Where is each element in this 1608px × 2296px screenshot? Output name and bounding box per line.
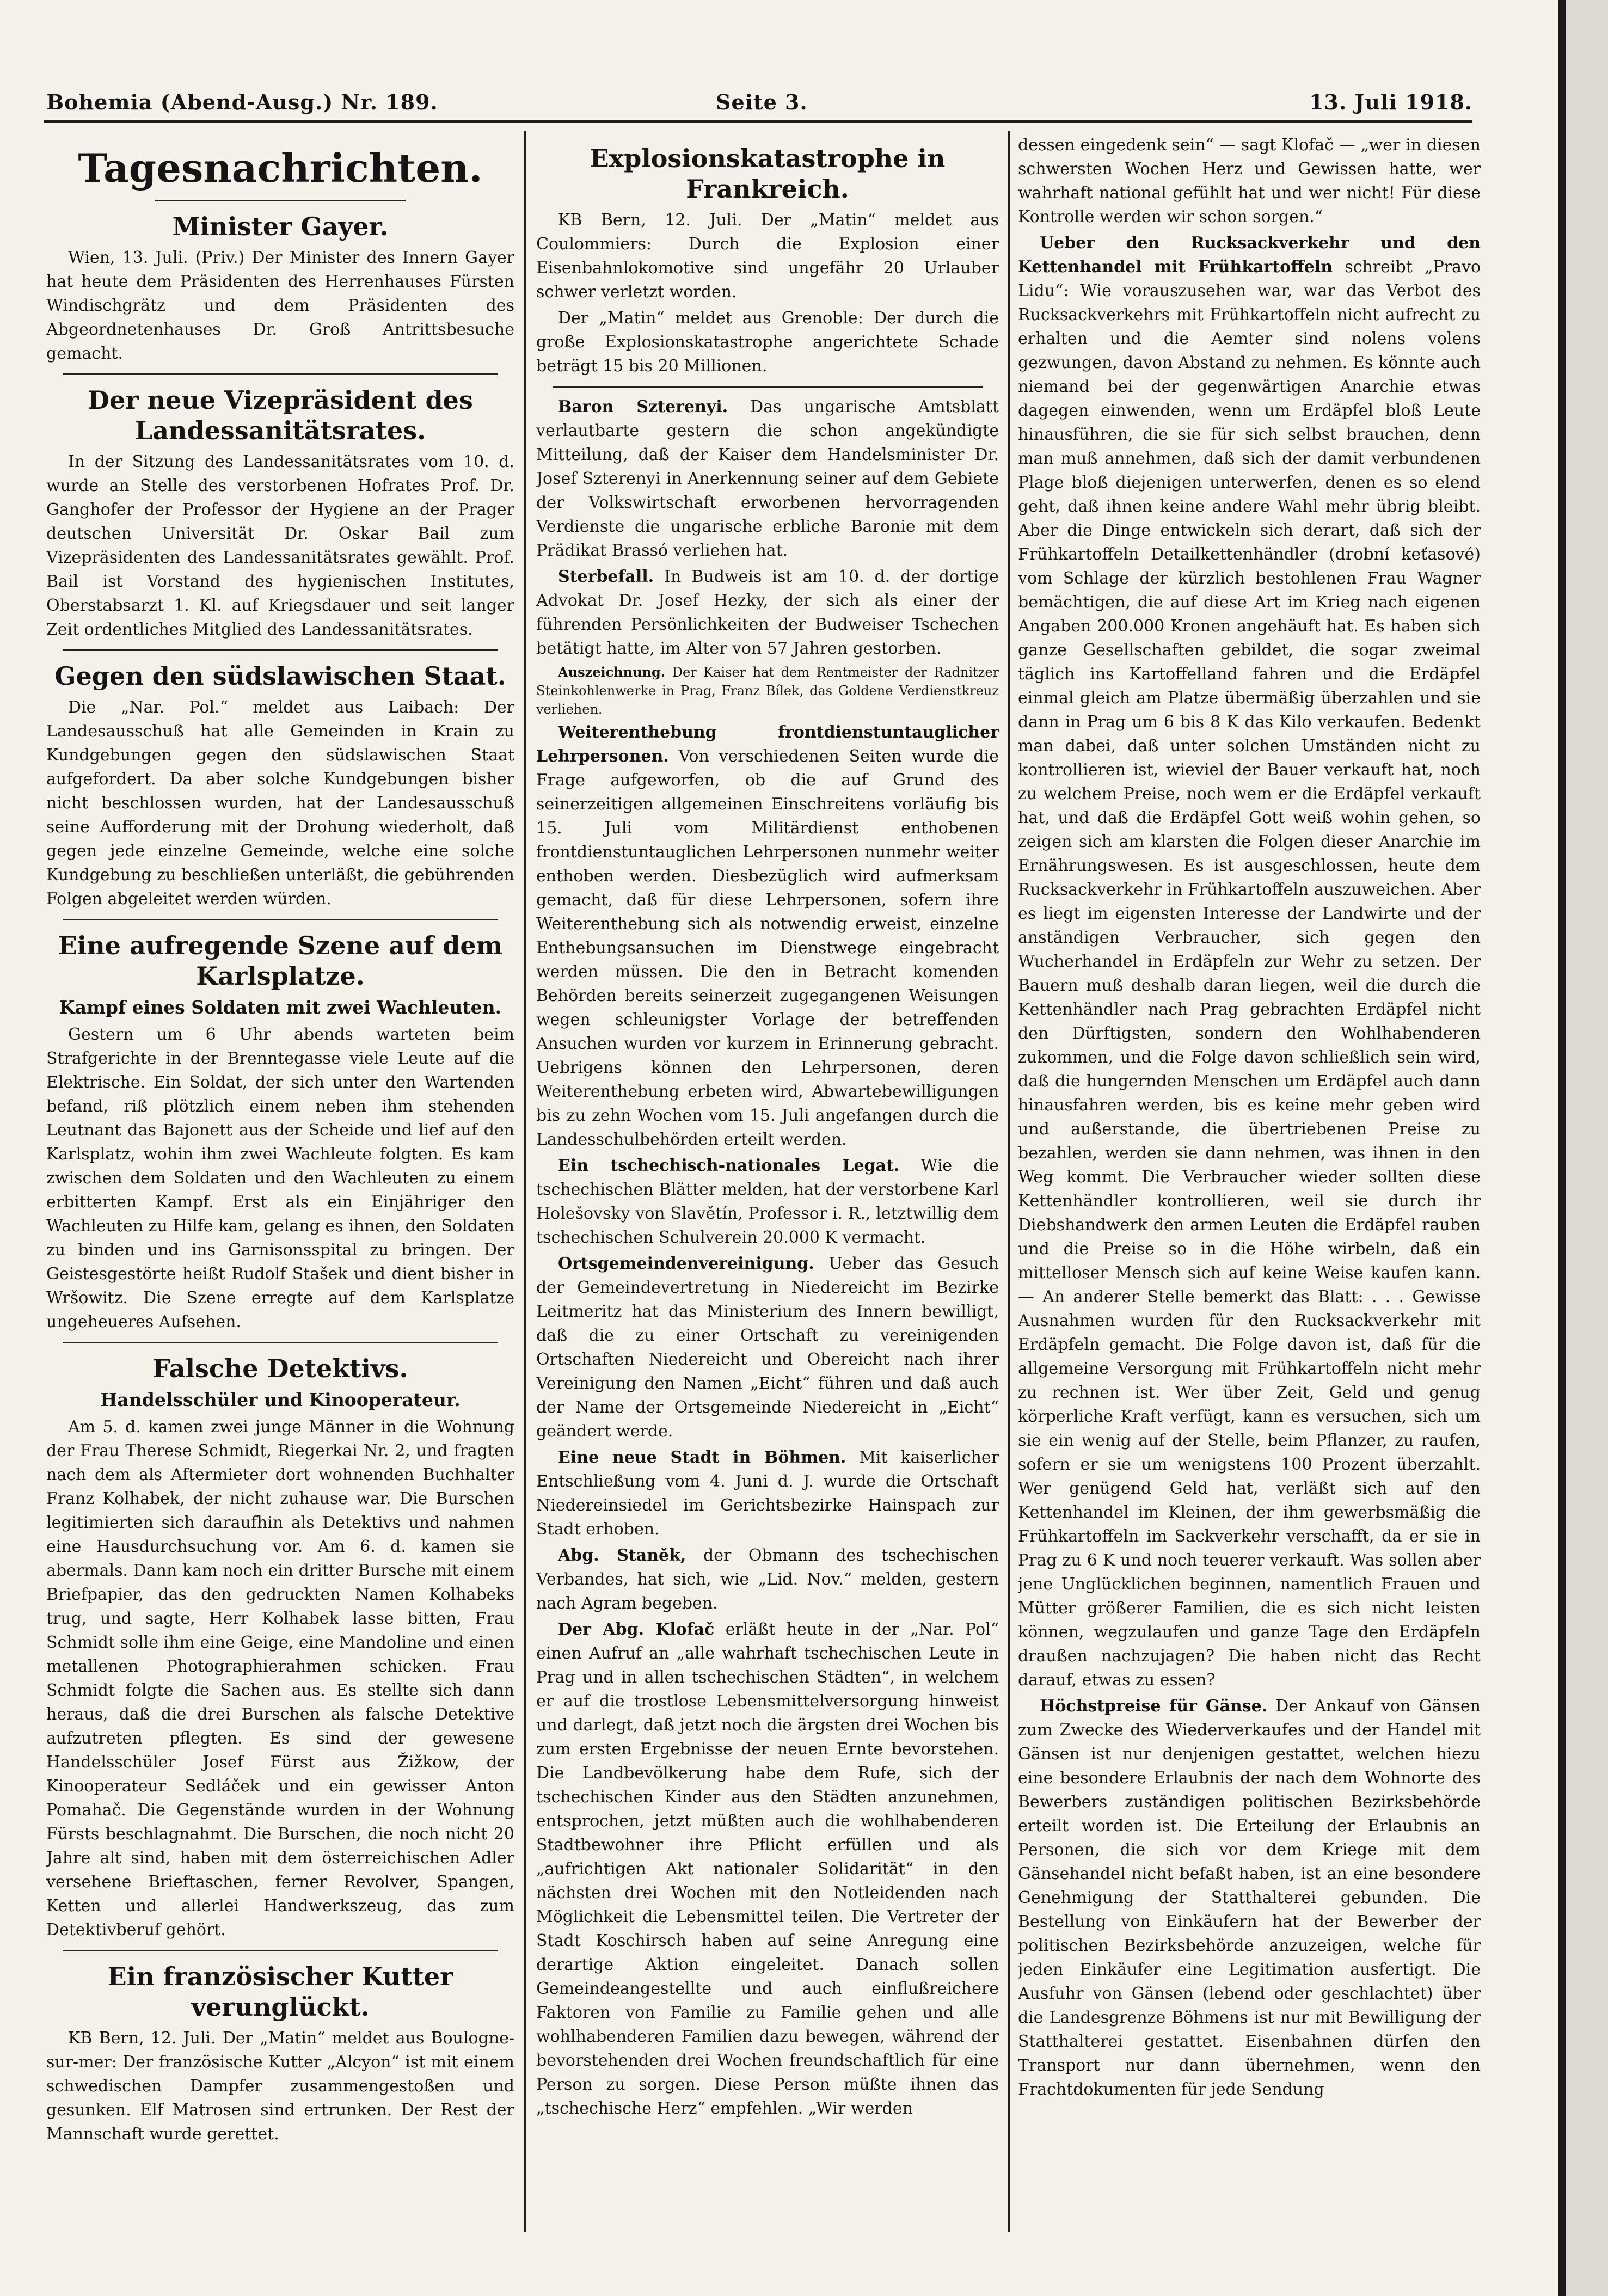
article-lead: Höchstpreise für Gänse.	[1040, 1697, 1268, 1716]
article-paragraph: Von verschiedenen Seiten wurde die Frage aufgeworfen, ob die auf Grund des seinerzeitigen allgemeinen Einschreitens vorläufig bis 15. Juli vom Militärdienst enthobenen frontdienstuntauglichen Lehrpersonen nunmehr weiter enthoben werden. Diesbezüglich wird aufmerksam gemacht, daß für diese Lehrpersonen, sofern ihre Weiterenthebung sich als notwendig erweist, einzelne Enthebungsansuchen im Dienstwege eingebracht werden müssen. Die den in Betracht komenden Behörden bereits seinerzeit zugegangenen Weisungen wegen schleunigster Vorlage der betreffenden Ansuchen wurden vor kurzem in Erinnerung gebracht. Uebrigens können den Lehrpersonen, deren Weiterenthebung erbeten wird, Abwartebewilligungen bis zu zehn Wochen vom 15. Juli angefangen durch die Landesschulbehörden erteilt werden.	[536, 747, 999, 1149]
article-paragraph: In Budweis ist am 10. d. der dortige Advokat Dr. Josef Hezky, der sich als einer der führenden Persönlichkeiten der Budweiser Tschechen betätigt hatte, im Alter von 57 Jahren gestorben.	[536, 567, 999, 658]
column-2	[536, 133, 999, 2229]
article-lead: Sterbefall.	[558, 567, 654, 586]
divider	[63, 1950, 498, 1951]
article-paragraph: Ueber das Gesuch der Gemeindevertretung in Niedereicht im Bezirke Leitmeritz hat das Ministerium des Innern bewilligt, daß die zu einer Ortschaft zu vereinigenden Ortschaften Niedereicht und Obereicht nach ihrer Vereinigung den Namen „Eicht“ führen und daß auch der Name der Ortsgemeinde Niedereicht in „Eicht“ geändert werde.	[536, 1254, 999, 1441]
article-paragraph: Der Ankauf von Gänsen zum Zwecke des Wiederverkaufes und der Handel mit Gänsen ist nur denjenigen gestattet, welchen hiezu eine besondere Erlaubnis der nach dem Wohnorte des Bewerbers zuständigen politischen Bezirksbehörde erteilt worden ist. Die Erteilung der Erlaubnis an Personen, die sich vor dem Kriege mit dem Gänsehandel nicht befaßt haben, ist an eine besondere Genehmigung der Statthalterei gebunden. Die Bestellung von Einkäufern hat der Bewerber der politischen Bezirksbehörde anzuzeigen, welche für jeden Einkäufer eine Legitimation ausfertigt. Die Ausfuhr von Gänsen (lebend oder geschlachtet) über die Landesgrenze Böhmens ist nur mit Bewilligung der Statthalterei gestattet. Eisenbahnen dürfen den Transport nur dann übernehmen, wenn den Frachtdokumenten für jede Sendung	[1018, 1697, 1481, 2099]
article-lead: Weiterenthebung frontdienstuntauglicher Lehrpersonen.	[536, 723, 999, 766]
article-paragraph: der Obmann des tschechischen Verbandes, hat sich, wie „Lid. Nov.“ melden, gestern nach Agram begeben.	[536, 1546, 999, 1613]
article-paragraph: Wie die tschechischen Blätter melden, hat der verstorbene Karl Holešovsky von Slavětín, Professor i. R., letztwillig dem tschechischen Schulverein 20.000 K vermacht.	[536, 1156, 999, 1247]
article-heading: Falsche Detektivs.	[152, 1354, 408, 1383]
article-lead: Der Abg. Klofač	[558, 1620, 715, 1639]
article-heading: Ein französischer Kutter verunglückt.	[107, 1962, 453, 2022]
masthead-publication: Bohemia (Abend-Ausg.) Nr. 189.	[46, 90, 438, 114]
masthead	[46, 84, 1472, 117]
article-paragraph: KB Bern, 12. Juli. Der „Matin“ meldet aus Coulommiers: Durch die Explosion einer Eisenbahnlokomotive sind ungefähr 20 Urlauber schwer verletzt worden.	[536, 211, 999, 302]
article-lead: Ortsgemeindenvereinigung.	[558, 1254, 814, 1273]
divider	[63, 649, 498, 651]
divider	[63, 1342, 498, 1343]
article-paragraph: Wien, 13. Juli. (Priv.) Der Minister des Innern Gayer hat heute dem Präsidenten des Herrenhauses Fürsten Windischgrätz und dem Präsidenten des Abgeordnetenhauses Dr. Groß Antrittsbesuche gemacht.	[46, 248, 514, 363]
article-heading: Der neue Vizepräsident des Landessanitätsrates.	[88, 385, 473, 445]
article-paragraph: KB Bern, 12. Juli. Der „Matin“ meldet aus Boulogne-sur-mer: Der französische Kutter „Alcyon“ ist mit einem schwedischen Dampfer zusammengestoßen und gesunken. Elf Matrosen sind ertrunken. Der Rest der Mannschaft wurde gerettet.	[46, 2029, 514, 2144]
article-heading: Explosionskatastrophe in Frankreich.	[590, 144, 946, 204]
article-paragraph: Der Kaiser hat dem Rentmeister der Radnitzer Steinkohlenwerke in Prag, Franz Bílek, das Goldene Verdienstkreuz verliehen.	[536, 665, 999, 717]
article-heading: Eine aufregende Szene auf dem Karlsplatze.	[58, 931, 503, 991]
article-heading: Gegen den südslawischen Staat.	[54, 661, 506, 691]
divider	[155, 200, 406, 201]
article-paragraph: Gestern um 6 Uhr abends warteten beim Strafgerichte in der Brenntegasse viele Leute auf die Elektrische. Ein Soldat, der sich unter den Wartenden befand, riß plötzlich einem neben ihm stehenden Leutnant das Bajonett aus der Scheide und lief auf den Karlsplatz, wohin ihm zwei Wachleute folgten. Es kam zwischen dem Soldaten und den Wachleuten zu einem erbitterten Kampf. Erst als ein Einjähriger den Wachleuten zu Hilfe kam, gelang es ihnen, den Soldaten zu binden und ins Garnisonsspital zu bringen. Der Geistesgestörte heißt Rudolf Stašek und dient bisher in Wršowitz. Die Szene erregte auf dem Karlsplatze ungeheueres Aufsehen.	[46, 1025, 514, 1331]
article-paragraph: Mit kaiserlicher Entschließung vom 4. Juni d. J. wurde die Ortschaft Niedereinsiedel im Gerichtsbezirke Hainspach zur Stadt erhoben.	[536, 1448, 999, 1539]
column-1	[46, 133, 514, 2229]
article-heading: Minister Gayer.	[172, 212, 389, 241]
article-lead: Eine neue Stadt in Böhmen.	[558, 1448, 846, 1467]
column-divider-2	[1008, 131, 1010, 2232]
article-subheading: Handelsschüler und Kinooperateur.	[100, 1389, 461, 1410]
article-lead: Baron Szterenyi.	[558, 397, 728, 416]
page-edge	[1558, 0, 1608, 2296]
masthead-page-number: Seite 3.	[716, 90, 808, 114]
article-paragraph: schreibt „Pravo Lidu“: Wie vorauszusehen war, war das Verbot des Rucksackverkehrs mit Frühkartoffeln nicht aufrecht zu erhalten und die Aemter sind nolens volens gezwungen, davon Abstand zu nehmen. Es könnte auch niemand bei der gegenwärtigen Anarchie etwas dagegen einwenden, wenn um Erdäpfel bloß Leute hinausführen, die sie für sich selbst brauchen, denn man muß annehmen, daß sich der damit verbundenen Plage bloß diejenigen unterwerfen, denen es so elend geht, daß ihnen keine andere Wahl mehr übrig bleibt. Aber die Dinge entwickeln sich derart, daß sich der Frühkartoffeln Detailkettenhändler (drobní keťasové) vom Schlage der kürzlich bestohlenen Frau Wagner bemächtigen, die auf diese Art im Krieg nach eigenen Angaben 200.000 Kronen angehäuft hat. Es haben sich ganze Gesellschaften gebildet, die sogar zweimal täglich ins Kartoffelland fahren und die Erdäpfel einmal gleich am Platze übermäßig überzahlen und sie dann in Prag um 6 bis 8 K das Kilo verkaufen. Bedenkt man dabei, daß unter solchen Umständen nicht zu kontrollieren ist, wieviel der Bauer verkauft hat, noch zu welchem Preise, noch wem er die Erdäpfel verkauft hat, und daß die Erdäpfel Gott weiß wohin gehen, so zeigen sich am klarsten die Folgen dieser Anarchie im Ernährungswesen. Es ist ausgeschlossen, heute dem Rucksackverkehr in Frühkartoffeln auszuweichen. Aber es liegt im eigensten Interesse der Landwirte und der anständigen Verbraucher, sich gegen den Wucherhandel in Erdäpfeln zur Wehr zu setzen. Der Bauern muß deshalb daran liegen, weil die durch die Kettenhändler nach Prag gebrachten Erdäpfel nicht den Dürftigsten, sondern den Wohlhabenderen zukommen, und die Folge davon schließlich sein wird, daß die hungernden Menschen um Erdäpfel auch dann hinausfahren werden, bis es keine mehr geben wird und außerstande, die übertriebenen Preise zu bezahlen, werden sie dann nehmen, was ihnen in den Weg kommt. Die Verbraucher wieder sollten diese Kettenhändler kontrollieren, weil sie durch ihr Diebshandwerk den armen Leuten die Erdäpfel rauben und die Preise so in die Höhe wirbeln, daß ein mittelloser Mensch sich auf keine Weise kaufen kann. — An anderer Stelle bemerkt das Blatt: . . . Gewisse Ausnahmen wurden für den Rucksackverkehr mit Erdäpfeln gemacht. Die Folge davon ist, daß für die allgemeine Versorgung mit Frühkartoffeln nicht mehr zu rechnen ist. Wer über Zeit, Geld und genug körperliche Kraft verfügt, kann es versuchen, sich um sie ein wenig auf der Stelle, beim Pflanzer, zu raufen, sofern er sie um wenigstens 100 Prozent überzahlt. Wer genügend Geld hat, verläßt sich auf den Kettenhandel im Kleinen, der ihm gewerbsmäßig die Frühkartoffeln im Sackverkehr verschafft, da er sie in Prag zu 6 K und noch teuerer verkauft. Was sollen aber jene Unglücklichen beginnen, namentlich Frauen und Mütter größerer Familien, die es sich nicht leisten können, wegzulaufen und ganze Tage den Erdäpfeln draußen nachzujagen? Die haben nicht das Recht darauf, etwas zu essen?	[1018, 257, 1481, 1690]
page-edge-shadow	[1558, 0, 1566, 2296]
column-3	[1018, 133, 1481, 2229]
column-divider-1	[524, 131, 526, 2232]
article-lead: Abg. Staněk,	[558, 1546, 686, 1565]
divider	[553, 386, 983, 388]
article-continuation: dessen eingedenk sein“ — sagt Klofač — „wer in diesen schwersten Wochen Herz und Gewissen hatte, wer wahrhaft national gefühlt hat und wer nicht! Für diese Kontrolle werden wir schon sorgen.“	[1018, 136, 1481, 226]
masthead-date: 13. Juli 1918.	[1309, 90, 1472, 114]
article-lead: Auszeichnung.	[558, 664, 666, 680]
article-lead: Ein tschechisch-nationales Legat.	[558, 1156, 900, 1175]
article-paragraph: Der „Matin“ meldet aus Grenoble: Der durch die große Explosionskatastrophe angerichtete Schade beträgt 15 bis 20 Millionen.	[536, 309, 999, 376]
article-lead: Ueber den Rucksackverkehr und den Kettenhandel mit Frühkartoffeln	[1018, 234, 1481, 277]
article-paragraph: In der Sitzung des Landessanitätsrates vom 10. d. wurde an Stelle des verstorbenen Hofrates Prof. Dr. Ganghofer der Professor der Hygiene an der Prager deutschen Universität Dr. Oskar Bail zum Vizepräsidenten des Landessanitätsrates gewählt. Prof. Bail ist Vorstand des hygienischen Institutes, Oberstabsarzt 1. Kl. auf Kriegsdauer und seit langer Zeit ordentliches Mitglied des Landessanitätsrates.	[46, 452, 514, 639]
divider	[63, 373, 498, 375]
article-paragraph: Das ungarische Amtsblatt verlautbarte gestern die schon angekündigte Mitteilung, daß der Kaiser dem Handelsminister Dr. Josef Szterenyi in Anerkennung seiner auf dem Gebiete der Volkswirtschaft erworbenen hervorragenden Verdienste die ungarische erbliche Baronie mit dem Prädikat Brassó verliehen hat.	[536, 397, 999, 560]
section-title: Tagesnachrichten.	[78, 145, 483, 191]
article-paragraph: Am 5. d. kamen zwei junge Männer in die Wohnung der Frau Therese Schmidt, Riegerkai Nr. 2, und fragten nach dem als Aftermieter dort wohnenden Buchhalter Franz Kolhabek, der nicht zuhause war. Die Burschen legitimierten sich daraufhin als Detektivs und nahmen eine Hausdurchsuchung vor. Am 6. d. kamen sie abermals. Dann kam noch ein dritter Bursche mit einem Briefpapier, das den gedruckten Namen Kolhabeks trug, und sagte, Herr Kolhabek lasse bitten, Frau Schmidt solle ihm eine Geige, eine Mandoline und einen metallenen Photographierahmen schicken. Frau Schmidt folgte die Sachen aus. Es stellte sich dann heraus, daß die drei Burschen als falsche Detektive aufzutreten pflegten. Es sind der gewesene Handelsschüler Josef Fürst aus Žižkow, der Kinooperateur Sedláček und ein gewisser Anton Pomahač. Die Gegenstände wurden in der Wohnung Fürsts beschlagnahmt. Die Burschen, die noch nicht 20 Jahre alt sind, haben mit dem österreichischen Adler versehene Brieftaschen, ferner Revolver, Spangen, Ketten und allerlei Handwerkszeug, das zum Detektivberuf gehört.	[46, 1417, 514, 1939]
article-subheading: Kampf eines Soldaten mit zwei Wachleuten.	[59, 997, 502, 1018]
divider	[63, 919, 498, 920]
article-paragraph: Die „Nar. Pol.“ meldet aus Laibach: Der Landesausschuß hat alle Gemeinden in Krain zu Kundgebungen gegen den südslawischen Staat aufgefordert. Da aber solche Kundgebungen bisher nicht beschlossen wurden, hat der Landesausschuß seine Aufforderung mit der Drohung wiederholt, daß gegen jede einzelne Gemeinde, welche eine solche Kundgebung zu beschließen unterläßt, die gebührenden Folgen abgeleitet werden würden.	[46, 698, 514, 908]
article-paragraph: erläßt heute in der „Nar. Pol“ einen Aufruf an „alle wahrhaft tschechischen Leute in Prag und in allen tschechischen Städten“, in welchem er auf die trostlose Lebensmittelversorgung hinweist und darlegt, daß jetzt noch die ärgsten drei Wochen bis zum ersten Ergebnisse der neuen Ernte bevorstehen. Die Landbevölkerung habe dem Rufe, sich der tschechischen Kinder aus den Städten anzunehmen, entsprochen, jetzt müßten auch die wohlhabenderen Stadtbewohner ihre Pflicht erfüllen und als „aufrichtigen Akt nationaler Solidarität“ in den nächsten drei Wochen mit den Notleidenden nach Möglichkeit die Lebensmittel teilen. Die Vertreter der Stadt Koschirsch haben auf seine Anregung eine derartige Aktion eingeleitet. Danach sollen Gemeindeangestellte und auch einflußreichere Faktoren von Familie zu Familie gehen und alle wohlhabenderen Familien dazu bewegen, während der bevorstehenden drei Wochen freundschaftlich für eine Person zu sorgen. Diese Person müßte ihnen das „tschechische Herz“ empfehlen. „Wir werden	[536, 1620, 999, 2118]
header-rule	[44, 120, 1472, 123]
